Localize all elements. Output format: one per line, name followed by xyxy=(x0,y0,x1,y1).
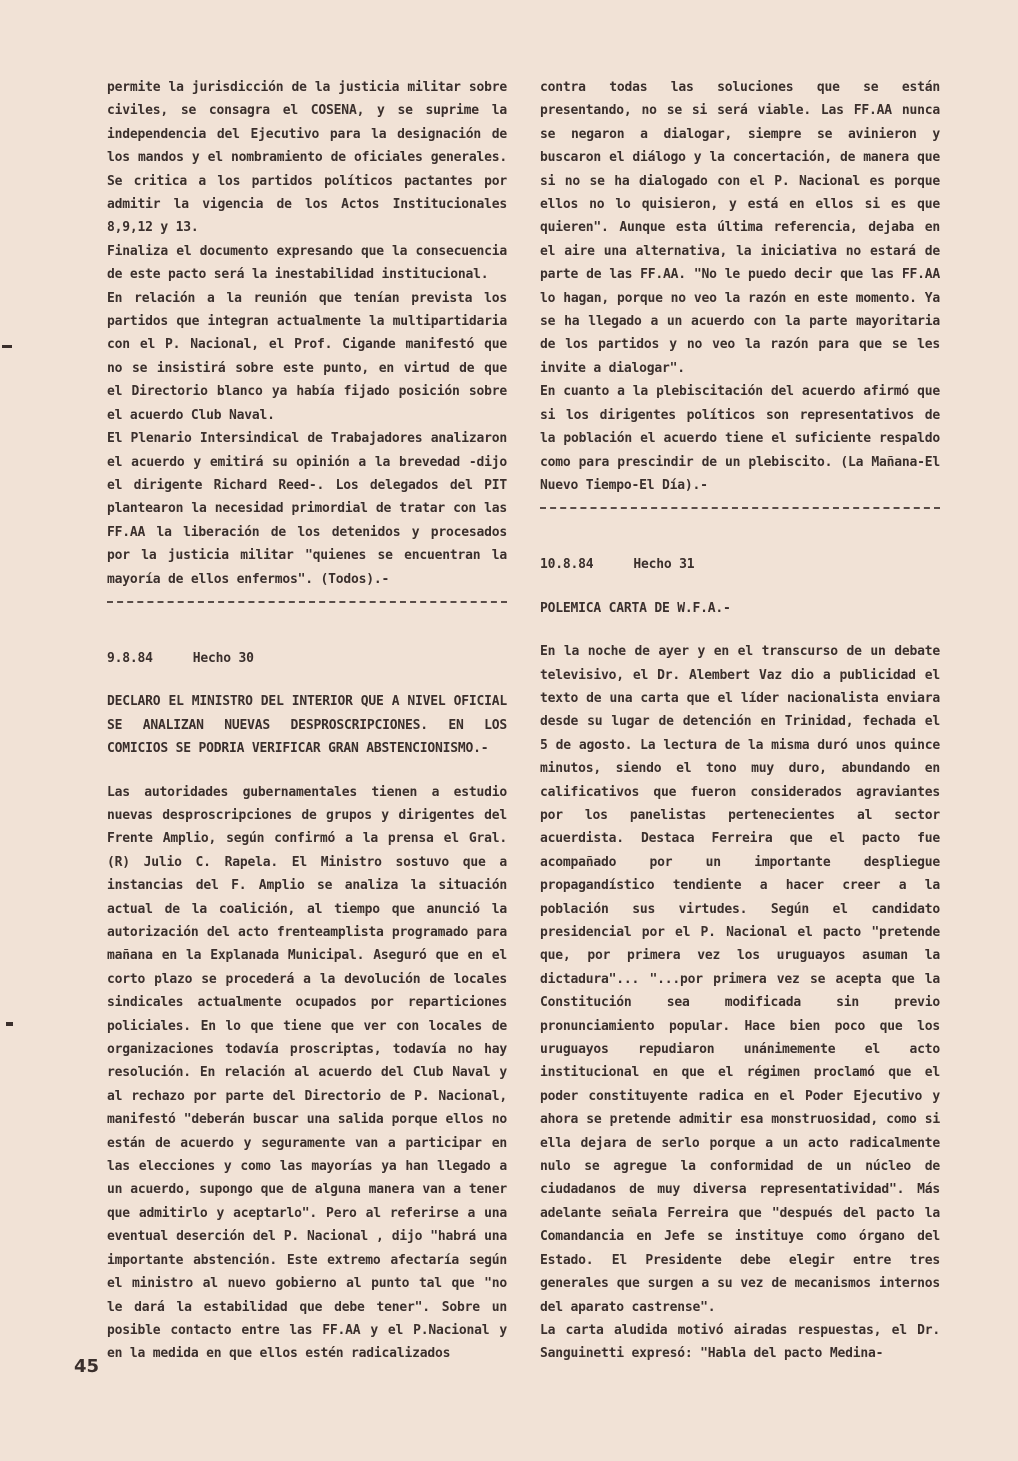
hecho-30-body: Las autoridades gubernamentales tienen a estudio nuevas desproscripciones de grupos y dirigentes del Frente Amplio, según confirmó a la prensa el Gral. (R) Julio C. Rapela. El Ministro sostuvo que a instancias del F. Amplio se analiza la situación actual de la coalición, al tiempo que anunció la autorización del acto frenteamplista programado para mañana en la Explanada Municipal. Aseguró que en el corto plazo se procederá a la devolución de locales sindicales actualmente ocupados por reparticiones policiales. En lo que tiene que ver con locales de organizaciones todavía proscriptas, todavía no hay resolución. En relación al acuerdo del Club Naval y al rechazo por parte del Directorio de P. Nacional, manifestó "deberán buscar una salida porque ellos no están de acuerdo y seguramente van a participar en las elecciones y como las mayorías ya han llegado a un acuerdo, supongo que de alguna manera van a tener que admitirlo y aceptarlo". Pero al referirse a una eventual deserción del P. Nacional , dijo "habrá una importante abstención. Este extremo afectaría según el ministro al nuevo gobierno al punto tal que "no le dará la estabilidad que debe tener". Sobre un posible contacto entre las FF.AA y el P.Nacional y en la medida en que ellos estén radicalizados xyxy=(107,784,507,1362)
hecho-31-label: Hecho 31 xyxy=(633,557,695,573)
left-paragraph-2: Finaliza el documento expresando que la consecuencia de este pacto será la inestabilidad institucional. xyxy=(107,243,507,283)
left-paragraph-4: El Plenario Intersindical de Trabajadores analizaron el acuerdo y emitirá su opinión a la brevedad -dijo el dirigente Richard Reed-. Los delegados del PIT plantearon la necesidad primordial de tratar con las FF.AA la liberación de los detenidos y procesados por la justicia militar "quienes se encuentran la mayoría de ellos enfermos". (Todos).- xyxy=(107,431,507,587)
hecho-30-date: 9.8.84 xyxy=(107,650,153,666)
left-column xyxy=(107,76,507,1366)
section-divider-right xyxy=(540,507,940,509)
hecho-31-header xyxy=(540,553,940,576)
right-paragraph-1: contra todas las soluciones que se están presentando, no se si será viable. Las FF.AA nunca se negaron a dialogar, siempre se avinieron y buscaron el diálogo y la concertación, de manera que si no se ha dialogado con el P. Nacional es porque ellos no lo quisieron, y está en ellos si es que quieren". Aunque esta última referencia, dejaba en el aire una alternativa, la iniciativa no estará de parte de las FF.AA. "No le puedo decir que las FF.AA lo hagan, porque no veo la razón en este momento. Ya se ha llegado a un acuerdo con la parte mayoritaria de los partidos y no veo la razón para que se les invite a dialogar". xyxy=(540,80,940,376)
margin-mark-lower xyxy=(6,1022,13,1026)
hecho-31-body: En la noche de ayer y en el transcurso de un debate televisivo, el Dr. Alembert Vaz dio a publicidad el texto de una carta que el líder nacionalista enviara desde su lugar de detención en Trinidad, fechada el 5 de agosto. La lectura de la misma duró unos quince minutos, siendo el tono muy duro, abundando en calificativos que fueron considerados agraviantes por los panelistas pertenecientes al sector acuerdista. Destaca Ferreira que el pacto fue acompañado por un importante despliegue propagandístico tendiente a hacer creer a la población sus virtudes. Según el candidato presidencial por el P. Nacional el pacto "pretende que, por primera vez los uruguayos asuman la dictadura"... "...por primera vez se acepta que la Constitución sea modificada sin previo pronunciamiento popular. Hace bien poco que los uruguayos repudiaron unánimemente el acto institucional en que el régimen proclamó que el poder constituyente radica en el Poder Ejecutivo y ahora se pretende admitir esa monstruosidad, como si ella dejara de serlo porque a un acto radicalmente nulo se agregue la conformidad de un núcleo de ciudadanos de muy diversa representatividad". Más adelante señala Ferreira que "después del pacto la Comandancia en Jefe se instituye como órgano del Estado. El Presidente debe elegir entre tres generales que surgen a su vez de mecanismos internos del aparato castrense". xyxy=(540,644,940,1315)
hecho-31-headline: POLEMICA CARTA DE W.F.A.- xyxy=(540,600,731,616)
hecho-30-header xyxy=(107,647,507,670)
right-column xyxy=(540,76,940,1366)
left-paragraph-3: En relación a la reunión que tenían prevista los partidos que integran actualmente la multipartidaria con el P. Nacional, el Prof. Cigande manifestó que no se insistirá sobre este punto, en virtud de que el Directorio blanco ya había fijado posición sobre el acuerdo Club Naval. xyxy=(107,290,507,423)
section-divider-left xyxy=(107,601,507,603)
page-number: 45 xyxy=(74,1356,100,1377)
hecho-31-date: 10.8.84 xyxy=(540,557,594,573)
hecho-30-label: Hecho 30 xyxy=(192,650,254,666)
margin-mark-upper xyxy=(2,345,12,348)
hecho-30-headline: DECLARO EL MINISTRO DEL INTERIOR QUE A NIVEL OFICIAL SE ANALIZAN NUEVAS DESPROSCRIPCIONES. EN LOS COMICIOS SE PODRIA VERIFICAR GRAN ABSTENCIONISMO.- xyxy=(107,694,507,757)
left-paragraph-1: permite la jurisdicción de la justicia militar sobre civiles, se consagra el COSENA, y se suprime la independencia del Ejecutivo para la designación de los mandos y el nombramiento de oficiales generales. Se critica a los partidos políticos pactantes por admitir la vigencia de los Actos Institucionales 8,9,12 y 13. xyxy=(107,80,507,236)
hecho-31-closing: La carta aludida motivó airadas respuestas, el Dr. Sanguinetti expresó: "Habla del pacto Medina- xyxy=(540,1322,940,1362)
right-paragraph-2: En cuanto a la plebiscitación del acuerdo afirmó que si los dirigentes políticos son representativos de la población el acuerdo tiene el suficiente respaldo como para prescindir de un plebiscito. (La Mañana-El Nuevo Tiempo-El Día).- xyxy=(540,384,940,493)
